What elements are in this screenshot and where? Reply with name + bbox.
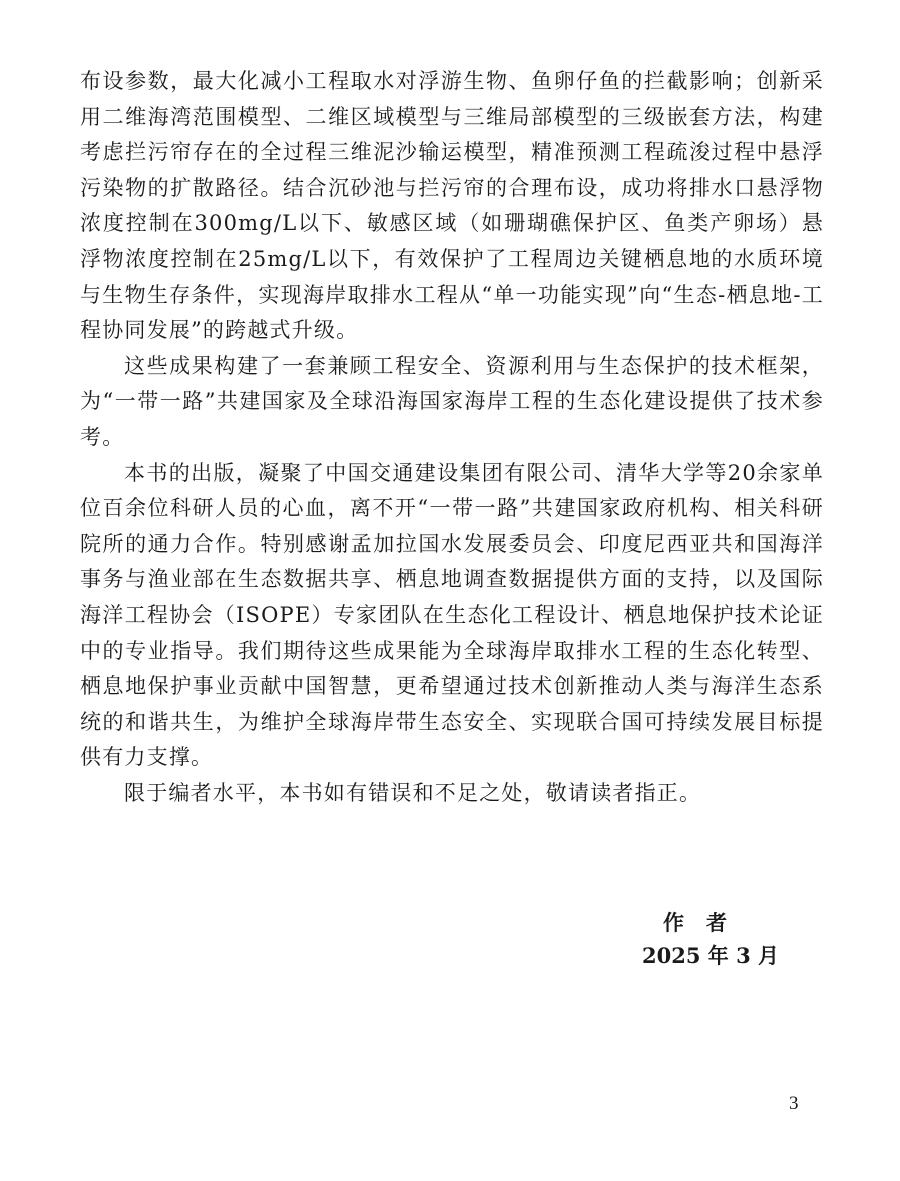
signature-date: 2025 年 3 月 <box>642 943 779 968</box>
page-number: 3 <box>789 1093 799 1114</box>
paragraph-continuation: 布设参数，最大化减小工程取水对浮游生物、鱼卵仔鱼的拦截影响；创新采用二维海湾范围模型、二维区域模型与三维局部模型的三级嵌套方法，构建考虑拦污帘存在的全过程三维泥沙输运模型，精准预测工程疏浚过程中悬浮污染物的扩散路径。结合沉砂池与拦污帘的合理布设，成功将排水口悬浮物浓度控制在300mg/L以下、敏感区域（如珊瑚礁保护区、鱼类产卵场）悬浮物浓度控制在25mg/L以下，有效保护了工程周边关键栖息地的水质环境与生物生存条件，实现海岸取排水工程从“单一功能实现”向“生态-栖息地-工程协同发展”的跨越式升级。 <box>80 69 824 343</box>
preface-body <box>80 64 824 811</box>
signature-author: 作者 <box>663 911 749 935</box>
paragraph-acknowledgements: 本书的出版，凝聚了中国交通建设集团有限公司、清华大学等20余家单位百余位科研人员的心血，离不开“一带一路”共建国家政府机构、相关科研院所的通力合作。特别感谢孟加拉国水发展委员会、印度尼西亚共和国海洋事务与渔业部在生态数据共享、栖息地调查数据提供方面的支持，以及国际海洋工程协会（ISOPE）专家团队在生态化工程设计、栖息地保护技术论证中的专业指导。我们期待这些成果能为全球海岸取排水工程的生态化转型、栖息地保护事业贡献中国智慧，更希望通过技术创新推动人类与海洋生态系统的和谐共生，为维护全球海岸带生态安全、实现联合国可持续发展目标提供有力支撑。 <box>80 460 824 770</box>
paragraph-framework: 这些成果构建了一套兼顾工程安全、资源利用与生态保护的技术框架，为“一带一路”共建国家及全球沿海国家海岸工程的生态化建设提供了技术参考。 <box>80 353 824 449</box>
paragraph-disclaimer: 限于编者水平，本书如有错误和不足之处，敬请读者指正。 <box>124 780 702 805</box>
